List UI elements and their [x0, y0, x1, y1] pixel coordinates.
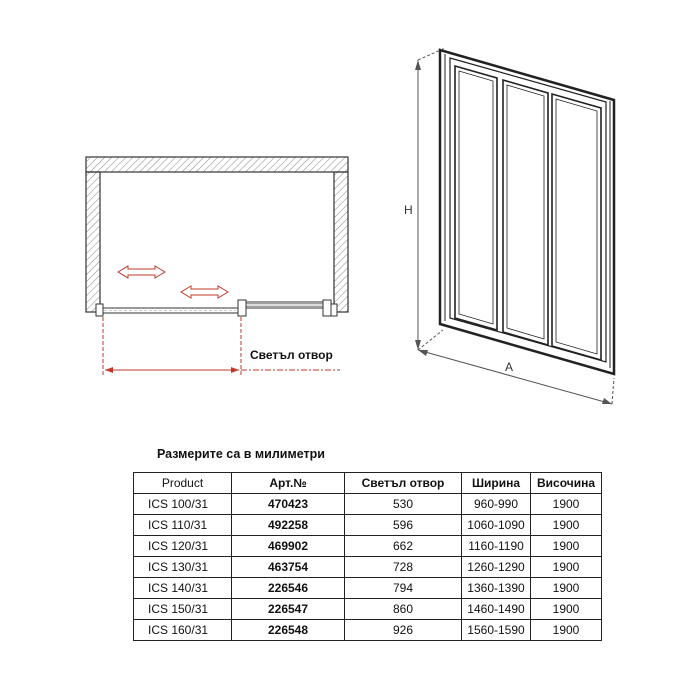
- plan-opening-dimension: [103, 317, 340, 376]
- height-label: H: [404, 203, 413, 217]
- header-height: Височина: [531, 473, 602, 494]
- table-header-row: [134, 473, 602, 494]
- cell-width: 1560-1590: [462, 620, 531, 641]
- cell-height: 1900: [531, 599, 602, 620]
- cell-opening: 860: [345, 599, 462, 620]
- header-product: Product: [134, 473, 232, 494]
- cell-height: 1900: [531, 536, 602, 557]
- table-row: [134, 557, 602, 578]
- cell-article: 492258: [232, 515, 345, 536]
- header-opening: Светъл отвор: [345, 473, 462, 494]
- cell-width: 960-990: [462, 494, 531, 515]
- elevation-frame: [440, 50, 614, 374]
- header-width: Ширина: [462, 473, 531, 494]
- cell-product: ICS 110/31: [134, 515, 232, 536]
- cell-width: 1460-1490: [462, 599, 531, 620]
- cell-width: 1260-1290: [462, 557, 531, 578]
- width-label: A: [505, 360, 514, 374]
- cell-article: 469902: [232, 536, 345, 557]
- plan-sliding-arrow-upper: [118, 266, 165, 278]
- plan-sliding-arrow-lower: [181, 286, 228, 298]
- elevation-view: [404, 48, 614, 404]
- table-row: [134, 494, 602, 515]
- table-row: [134, 578, 602, 599]
- cell-article: 226546: [232, 578, 345, 599]
- cell-height: 1900: [531, 620, 602, 641]
- table-row: [134, 599, 602, 620]
- cell-opening: 926: [345, 620, 462, 641]
- plan-door-panels: [96, 300, 337, 316]
- plan-opening-label: Светъл отвор: [250, 348, 333, 362]
- cell-article: 470423: [232, 494, 345, 515]
- cell-opening: 596: [345, 515, 462, 536]
- cell-product: ICS 120/31: [134, 536, 232, 557]
- cell-product: ICS 150/31: [134, 599, 232, 620]
- cell-product: ICS 130/31: [134, 557, 232, 578]
- cell-product: ICS 140/31: [134, 578, 232, 599]
- cell-height: 1900: [531, 515, 602, 536]
- cell-opening: 530: [345, 494, 462, 515]
- cell-article: 463754: [232, 557, 345, 578]
- cell-width: 1360-1390: [462, 578, 531, 599]
- table-row: [134, 620, 602, 641]
- specification-table: [133, 472, 602, 641]
- cell-product: ICS 160/31: [134, 620, 232, 641]
- cell-width: 1160-1190: [462, 536, 531, 557]
- header-article: Арт.№: [232, 473, 345, 494]
- cell-height: 1900: [531, 494, 602, 515]
- table-row: [134, 515, 602, 536]
- plan-view: [86, 157, 348, 376]
- units-caption: Размерите са в милиметри: [157, 447, 325, 461]
- cell-article: 226547: [232, 599, 345, 620]
- cell-opening: 662: [345, 536, 462, 557]
- cell-product: ICS 100/31: [134, 494, 232, 515]
- elevation-door-panels: [455, 66, 601, 360]
- cell-width: 1060-1090: [462, 515, 531, 536]
- cell-opening: 794: [345, 578, 462, 599]
- elevation-width-dimension: [418, 350, 614, 404]
- cell-article: 226548: [232, 620, 345, 641]
- cell-opening: 728: [345, 557, 462, 578]
- table-row: [134, 536, 602, 557]
- cell-height: 1900: [531, 578, 602, 599]
- cell-height: 1900: [531, 557, 602, 578]
